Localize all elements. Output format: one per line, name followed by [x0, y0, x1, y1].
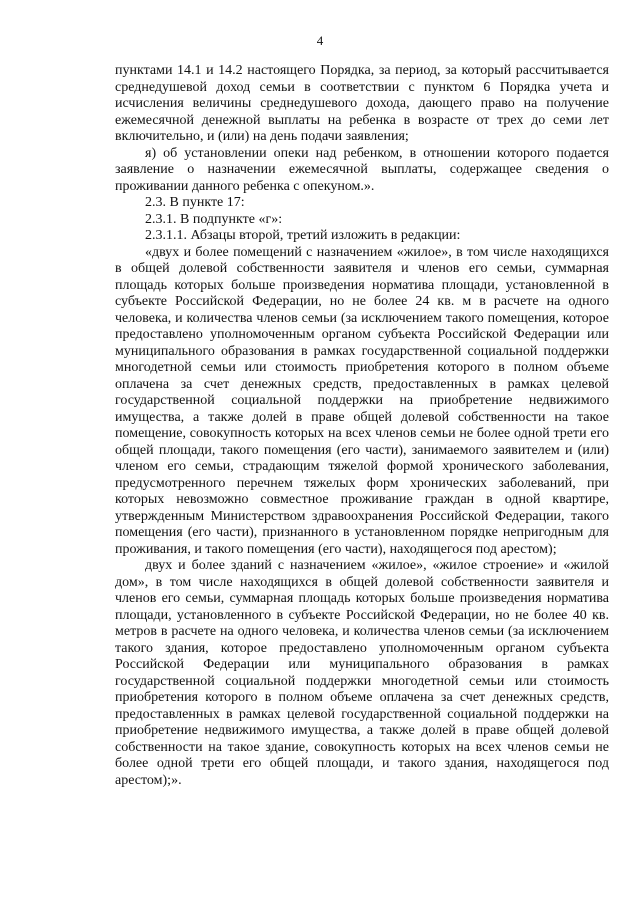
paragraph-premises-clause: «двух и более помещений с назначением «жилое», в том числе находящихся в общей долевой собственности заявителя и членов его семьи, суммарная площадь которых больше произведения норматива площади, установленной в субъекте Российской Федерации, но не более 24 кв. м в расчете на одного человека, и количества членов семьи (за исключением такого помещения, которое предоставлено уполномоченным органом субъекта Российской Федерации или муниципального образования в рамках государственной социальной поддержки многодетной семьи или стоимость приобретения которого в полном объеме оплачена за счет денежных средств, предоставленных в рамках целевой государственной социальной поддержки на приобретение недвижимого имущества, а также долей в праве общей долевой собственности на такое помещение, совокупность которых на всех членов семьи не более одной трети его общей площади, такого помещения (его части), занимаемого заявителем и (или) членом его семьи, страдающим тяжелой формой хронического заболевания, предусмотренного перечнем тяжелых форм хронических заболеваний, при которых невозможно совместное проживание граждан в одной квартире, утвержденным Министерством здравоохранения Российской Федерации, такого помещения (его части), признанного в установленном порядке непригодным для проживания, и такого помещения (его части), находящегося под арестом);: [115, 244, 609, 557]
document-body: [115, 63, 609, 789]
paragraph-section-2-3: 2.3. В пункте 17:: [145, 195, 245, 210]
paragraph-section-2-3-1: 2.3.1. В подпункте «г»:: [145, 211, 283, 227]
paragraph-section-2-3-1-1: 2.3.1.1. Абзацы второй, третий изложить в редакции:: [145, 228, 461, 243]
paragraph-continuation: пунктами 14.1 и 14.2 настоящего Порядка, за период, за который рассчитывается среднедушевой доход семьи в соответствии с пунктом 6 Порядка учета и исчисления величины среднедушевого дохода, дающего право на получение ежемесячной денежной выплаты на ребенка в возрасте от трех до семи лет включительно, и (или) на день подачи заявления;: [115, 63, 609, 144]
paragraph-item-ya: я) об установлении опеки над ребенком, в отношении которого подается заявление о назначении ежемесячной выплаты, содержащее сведения о проживании данного ребенка с опекуном.».: [115, 145, 609, 194]
page-number: 4: [316, 33, 324, 48]
paragraph-buildings-clause: двух и более зданий с назначением «жилое», «жилое строение» и «жилой дом», в том числе находящихся в общей долевой собственности заявителя и членов его семьи, суммарная площадь которых больше произведения норматива площади, установленного в субъекте Российской Федерации, но не более 40 кв. метров в расчете на одного человека, и количества членов семьи (за исключением такого здания, которое предоставлено уполномоченным органом субъекта Российской Федерации или муниципального образования в рамках государственной социальной поддержки многодетной семьи или стоимость приобретения которого в полном объеме оплачена за счет денежных средств, предоставленных в рамках целевой государственной социальной поддержки на приобретение недвижимого имущества, а также долей в праве общей долевой собственности на такое здание, совокупность которых на всех членов семьи не более одной трети его общей площади, и такого здания, находящегося под арестом);».: [115, 558, 609, 788]
